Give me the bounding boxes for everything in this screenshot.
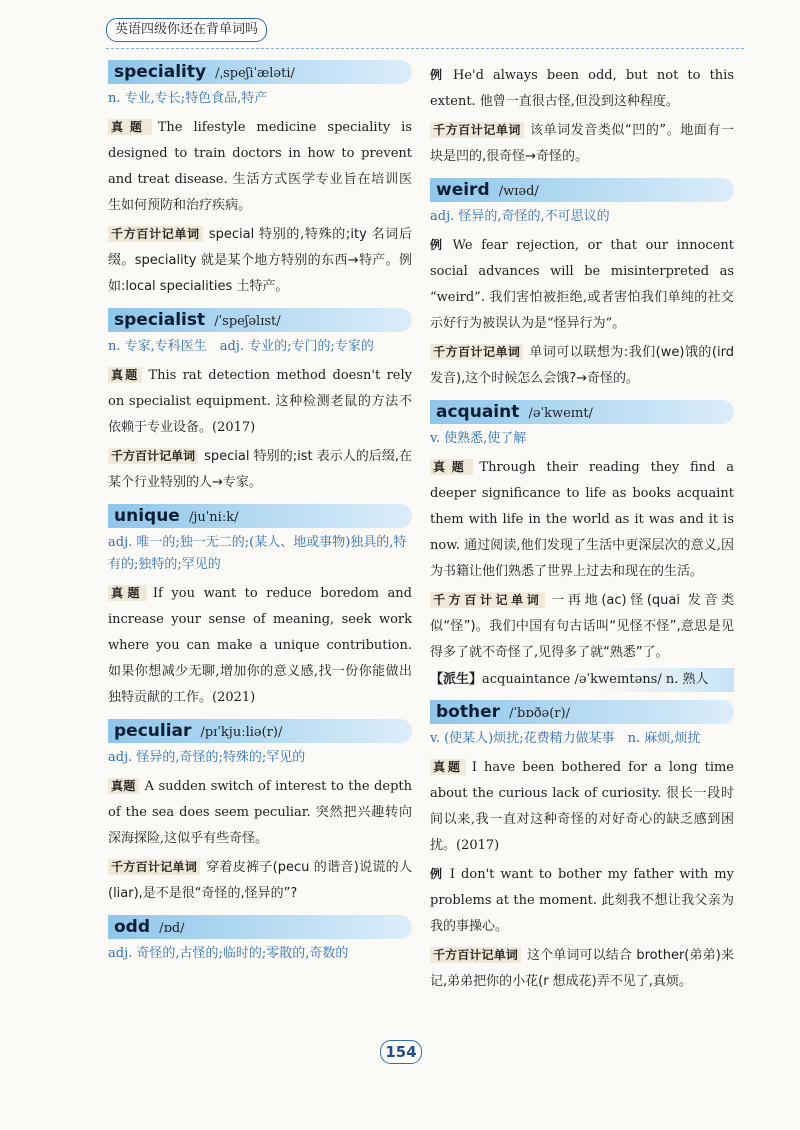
example-text: I have been bothered for a long time about the curious lack of curiosity. 很长一段时间以来,我一直对这种奇怪的对好奇心的缺乏感到困扰。(2017) xyxy=(430,760,734,853)
part-of-speech: adj. 奇怪的,古怪的;临时的;零散的,奇数的 xyxy=(108,946,349,961)
right-column xyxy=(430,60,734,1003)
phonetic: /ˈbɒðə(r)/ xyxy=(509,706,570,721)
memory-tip xyxy=(430,339,734,392)
part-of-speech: v. (使某人)烦扰;花费精力做某事 n. 麻烦,烦扰 xyxy=(430,731,701,746)
zhenti-tag: 真题 xyxy=(108,367,142,383)
entry-peculiar xyxy=(108,719,412,907)
memory-tip xyxy=(430,117,734,170)
example-tag: 例 xyxy=(430,238,447,252)
real-exam-example xyxy=(108,362,412,441)
memory-tip xyxy=(108,443,412,496)
real-exam-example xyxy=(108,580,412,711)
zhenti-tag: 真题 xyxy=(108,778,139,794)
headword-bar xyxy=(430,178,734,202)
headword-bar xyxy=(108,915,412,939)
memory-tag: 千方百计记单词 xyxy=(108,448,198,464)
headword-bar xyxy=(430,400,734,424)
memory-text: 穿着皮裤子(pecu 的谐音)说谎的人(liar),是不是很“奇怪的,怪异的”? xyxy=(108,860,412,901)
headword: unique xyxy=(114,506,180,526)
headword: odd xyxy=(114,917,151,937)
part-of-speech: n. 专家,专科医生 adj. 专业的;专门的;专家的 xyxy=(108,339,374,354)
zhenti-tag: 真题 xyxy=(430,459,473,475)
part-of-speech: n. 专业,专长;特色食品,特产 xyxy=(108,91,268,106)
example-text: Through their reading they find a deeper significance to life as books acquaint them with life in the world as it was and it is now. 通过阅读,他们发现了生活中更深层次的意义,因为书籍让他们熟悉了世界上过去和现在的生活。 xyxy=(430,460,734,579)
entry-specialist xyxy=(108,308,412,496)
headword: specialist xyxy=(114,310,206,330)
headword-bar xyxy=(108,719,412,743)
left-column xyxy=(108,60,412,973)
example-text: We fear rejection, or that our innocent social advances will be misinterpreted as “weird”. 我们害怕被拒绝,或者害怕我们单纯的社交示好行为被误认为是“怪异行为”。 xyxy=(430,238,734,331)
derivative-text: acquaintance /əˈkweɪntəns/ n. 熟人 xyxy=(482,672,709,687)
example-text: The lifestyle medicine speciality is designed to train doctors in how to prevent and treat disease. 生活方式医学专业旨在培训医生如何预防和治疗疾病。 xyxy=(108,120,412,213)
example-tag: 例 xyxy=(430,867,444,881)
memory-tag: 千方百计记单词 xyxy=(430,947,521,963)
book-title-tab: 英语四级你还在背单词吗 xyxy=(106,18,267,42)
entry-bother xyxy=(430,700,734,995)
phonetic: /pɪˈkjuːliə(r)/ xyxy=(200,725,283,740)
entry-acquaint xyxy=(430,400,734,692)
real-exam-example xyxy=(430,454,734,585)
memory-tip xyxy=(430,587,734,666)
memory-text: 该单词发音类似“凹的”。地面有一块是凹的,很奇怪→奇怪的。 xyxy=(430,123,734,164)
entry-weird xyxy=(430,178,734,392)
memory-tip xyxy=(108,221,412,300)
memory-text: 一再地(ac)怪(quai 发音类似“怪”)。我们中国有句古话叫“见怪不怪”,意思是见得多了就不奇怪了,见得多了就“熟悉”了。 xyxy=(430,593,734,660)
example-tag: 例 xyxy=(430,68,447,82)
memory-text: special 特别的;ist 表示人的后缀,在某个行业特别的人→专家。 xyxy=(108,449,412,490)
example-text: A sudden switch of interest to the depth of the sea does seem peculiar. 突然把兴趣转向深海探险,这似乎有些奇怪。 xyxy=(108,779,412,846)
phonetic: /wɪəd/ xyxy=(498,184,539,199)
headword-bar xyxy=(430,700,734,724)
headword-bar xyxy=(108,308,412,332)
headword: acquaint xyxy=(436,402,520,422)
memory-tag: 千方百计记单词 xyxy=(430,122,524,138)
part-of-speech: adj. 唯一的;独一无二的;(某人、地或事物)独具的,特有的;独特的;罕见的 xyxy=(108,535,407,572)
page-number: 154 xyxy=(380,1040,422,1064)
memory-tag: 千方百计记单词 xyxy=(108,226,203,242)
entry-unique xyxy=(108,504,412,711)
headword-bar xyxy=(108,504,412,528)
entry-odd-continued xyxy=(430,62,734,170)
zhenti-tag: 真题 xyxy=(108,119,152,135)
part-of-speech: adj. 怪异的,奇怪的,不可思议的 xyxy=(430,209,610,224)
example-sentence xyxy=(430,861,734,940)
zhenti-tag: 真题 xyxy=(108,585,147,601)
example-sentence xyxy=(430,232,734,337)
real-exam-example xyxy=(430,754,734,859)
entry-odd xyxy=(108,915,412,965)
headword-bar xyxy=(108,60,412,84)
example-text: If you want to reduce boredom and increase your sense of meaning, seek work where you can make a unique contribution. 如果你想减少无聊,增加你的意义感,找一份你能做出独特贡献的工作。(2021) xyxy=(108,586,412,705)
header-divider xyxy=(106,48,744,49)
part-of-speech: adj. 怪异的,奇怪的;特殊的;罕见的 xyxy=(108,750,306,765)
memory-text: special 特别的,特殊的;ity 名词后缀。speciality 就是某个地方特别的东西→特产。例如:local specialities 土特产。 xyxy=(108,227,412,294)
example-text: I don't want to bother my father with my problems at the moment. 此刻我不想让我父亲为我的事操心。 xyxy=(430,867,734,934)
memory-tag: 千方百计记单词 xyxy=(430,592,545,608)
zhenti-tag: 真题 xyxy=(430,759,466,775)
phonetic: /ˈspeʃəlɪst/ xyxy=(214,314,281,329)
headword: peculiar xyxy=(114,721,192,741)
example-text: He'd always been odd, but not to this extent. 他曾一直很古怪,但没到这种程度。 xyxy=(430,68,734,109)
memory-tip xyxy=(430,942,734,995)
phonetic: /juˈniːk/ xyxy=(188,510,239,525)
real-exam-example xyxy=(108,114,412,219)
memory-text: 单词可以联想为:我们(we)饿的(ird 发音),这个时候怎么会饿?→奇怪的。 xyxy=(430,345,734,386)
memory-text: 这个单词可以结合 brother(弟弟)来记,弟弟把你的小花(r 想成花)弄不见了,真烦。 xyxy=(430,948,734,989)
entry-speciality xyxy=(108,60,412,300)
phonetic: /əˈkweɪnt/ xyxy=(528,406,593,421)
example-sentence xyxy=(430,62,734,115)
derivative-line xyxy=(430,668,734,692)
example-text: This rat detection method doesn't rely on specialist equipment. 这种检测老鼠的方法不依赖于专业设备。(2017) xyxy=(108,368,412,435)
headword: bother xyxy=(436,702,500,722)
part-of-speech: v. 使熟悉,使了解 xyxy=(430,431,527,446)
memory-tag: 千方百计记单词 xyxy=(430,344,523,360)
derivative-tag: 【派生】 xyxy=(430,672,483,687)
headword: speciality xyxy=(114,62,207,82)
phonetic: /ˌspeʃiˈæləti/ xyxy=(215,66,295,81)
real-exam-example xyxy=(108,773,412,852)
headword: weird xyxy=(436,180,490,200)
phonetic: /ɒd/ xyxy=(159,921,185,936)
memory-tip xyxy=(108,854,412,907)
memory-tag: 千方百计记单词 xyxy=(108,859,200,875)
